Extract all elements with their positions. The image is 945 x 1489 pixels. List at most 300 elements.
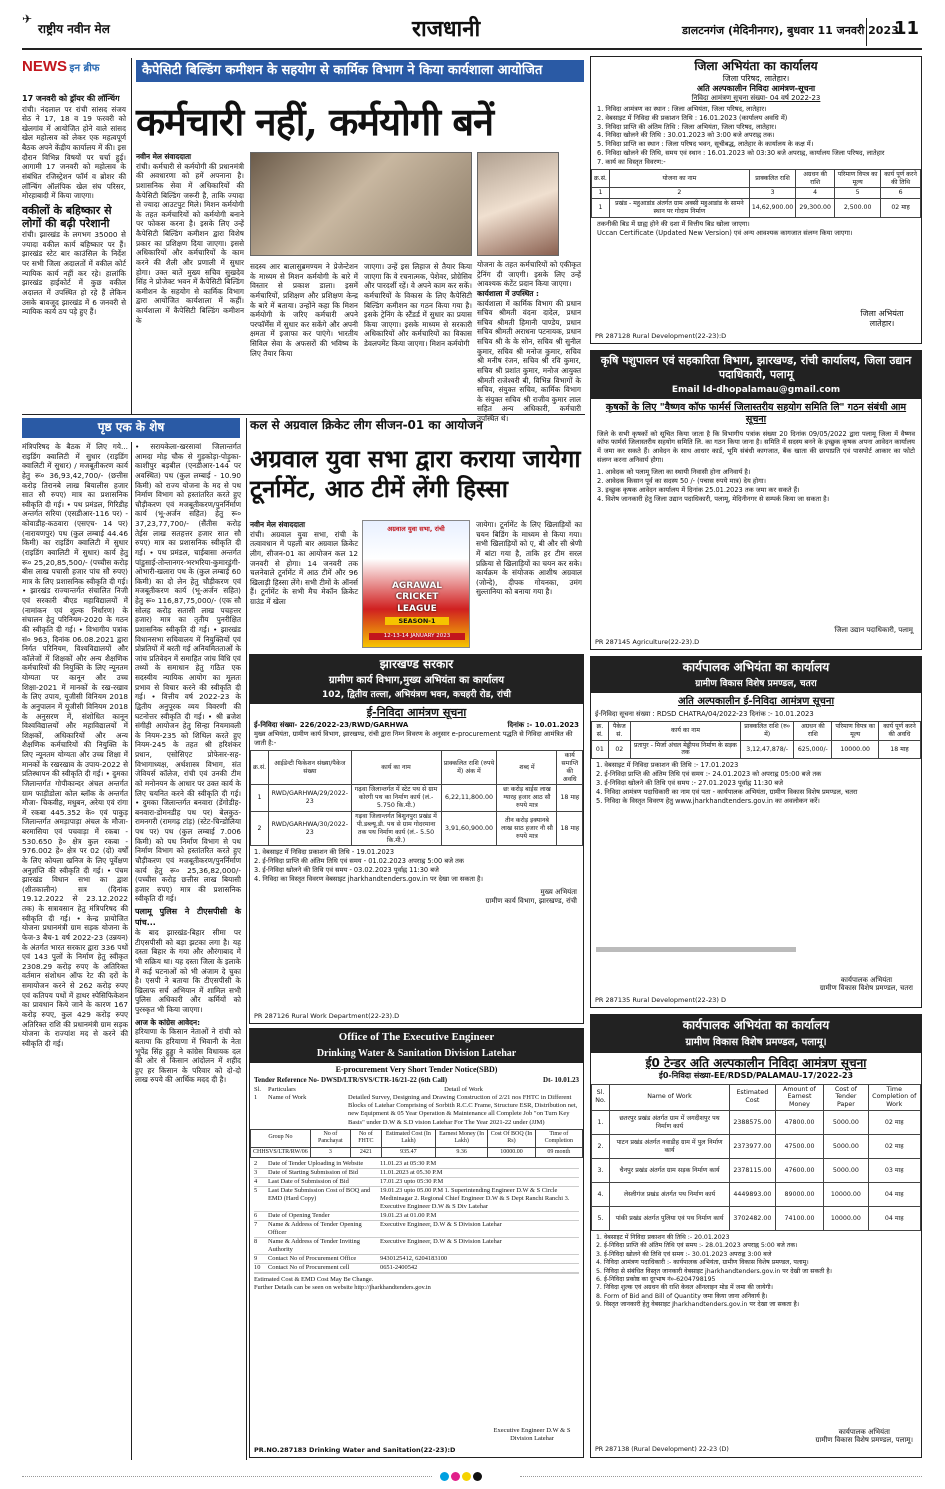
table-cell: 2,500.00 bbox=[835, 199, 881, 218]
row-label: Contact No of Procurement cell bbox=[268, 1264, 350, 1272]
masthead-divider bbox=[866, 18, 867, 46]
cricket-kicker: कल से अग्रवाल क्रिकेट लीग सीजन-01 का आयोजन bbox=[250, 418, 483, 432]
schedule-row bbox=[254, 1273, 579, 1274]
table-row bbox=[592, 740, 921, 759]
table-header: क्र. सं. bbox=[592, 722, 609, 741]
row-number: 8 bbox=[254, 1238, 258, 1246]
table-header: कार्य पूर्ण करने की अवधि bbox=[879, 722, 921, 741]
notice-subtitle: ग्रामीण विकास विशेष प्रमण्डल, पलामू। bbox=[591, 1036, 921, 1053]
lead-column-1 bbox=[136, 152, 244, 412]
pr-number: PR 287128 Rural Development(22-23):D bbox=[595, 331, 727, 340]
table-row bbox=[251, 1147, 583, 1158]
row-value: 0651-2400542 bbox=[380, 1264, 418, 1272]
table-cell: छः करोड़ बाईस लाख ग्यारह हजार आठ सौ रुपये मात्र bbox=[497, 785, 557, 812]
table-cell: CHHSVS/LTR/RW/06 bbox=[251, 1147, 311, 1158]
note-item: 2. ई-निविदा प्राप्ति की अंतिम तिथि एवं समय :- 24.01.2023 को अपराह्न 05:00 बजे तक bbox=[596, 770, 822, 779]
lead-headline: कर्मचारी नहीं, कर्मयोगी बनें bbox=[136, 99, 494, 144]
poster-logo: AGRAWAL CRICKET LEAGUE bbox=[391, 581, 443, 614]
rule-item: 3. इच्छुक कृषक आवेदन कार्यालय में दिनांक 25.01.2023 तक जमा कर सकते हैं। bbox=[597, 485, 800, 494]
table-cell: गढ़वा जिलान्तर्गत बिशुनपुरा प्रखंड में पी.डब्ल्यू.डी. पथ से ग्राम गोदरमाना तक पथ निर्माण कार्य (लं.- 5.50 कि.मी.) bbox=[351, 812, 441, 846]
police-text: के बाद झारखंड-बिहार सीमा पर टीएसपीसी को बड़ा झटका लगा है। यह दस्ता बिहार के गया और औरंगाबाद में भी सक्रिय था। यह दस्ता जिला के इलाके में कई घटनाओं को भी अंजाम दे चुका है। एसपी ने बताया कि टीएसपीसी के खिलाफ सर्च अभियान में शामिल सभी पुलिस अधिकारी और कर्मियों को पुरस्कृत भी किया जाएगा। bbox=[135, 928, 241, 1015]
table-cell: 3702482.00 bbox=[730, 1207, 776, 1231]
notice-heading: अति अल्पकालीन ई-निविदा आमंत्रण सूचना bbox=[677, 696, 835, 708]
news-brief-subtitle: इन ब्रीफ bbox=[69, 63, 100, 74]
schedule-row bbox=[254, 1238, 579, 1255]
palamu-work-table bbox=[591, 1084, 921, 1232]
registration-marks bbox=[440, 1472, 510, 1482]
detail-row: 5. निविदा प्राप्ति का स्थान : जिला परिषद भवन, सूचीबद्ध, लातेहार के कार्यालय के कक्ष में। bbox=[597, 140, 814, 149]
detail-row: 7. कार्य का विस्तृत विवरण:- bbox=[597, 158, 666, 167]
column-divider bbox=[131, 58, 132, 414]
lead-column-3: जाएगा। उन्हें इस लिहाज से तैयार किया जाएगा कि वे रचनात्मक, पेशेवर, प्रोग्रेसिव और पारदर्शी रहें। वे अपने काम कर सकें। कर्मचारियों के विकास के लिए कैपेसिटी बिल्डिंग कमीशन का गठन किया गया है। इसके ट्रेनिंग के स्टैंडर्ड में सुधार का प्रयास किया जाएगा। इसके माध्यम से सरकारी अधिकारियों और कर्मचारियों का विकास डेवलपमेंट किया जाएगा। मिशन कर्मयोगी bbox=[364, 262, 472, 348]
table-header: अग्रधन की राशि bbox=[794, 722, 832, 741]
pr-number: PR 287138 (Rural Development) 22-23 (D) bbox=[595, 1446, 729, 1454]
table-header: क्र.सं. bbox=[251, 751, 269, 785]
schedule-row bbox=[254, 1212, 579, 1221]
notice-title: कार्यपालक अभियंता का कार्यालय bbox=[591, 657, 921, 678]
table-cell: 3,91,60,900.00 bbox=[441, 812, 497, 846]
note-item: 6. ई-निविदा प्रकोष्ठ का दूरभाष नं०-6204798195 bbox=[596, 1275, 716, 1283]
row-number: 1 bbox=[254, 1094, 258, 1102]
rule-item: 4. विशेष जानकारी हेतु जिला उद्यान पदाधिकारी, पलामू, मेदिनीनगर से सम्पर्क किया जा सकता है। bbox=[597, 494, 830, 503]
detail-row: 1. निविदा आमंत्रण का स्थान : जिला अभियंता, जिला परिषद, लातेहार। bbox=[597, 104, 767, 113]
row-label: Last Date of Submission of Bid bbox=[268, 1178, 349, 1186]
pr-number: PR 287126 Rural Work Department(22-23).D bbox=[254, 1011, 400, 1020]
table-header: Group No bbox=[251, 1129, 311, 1147]
gramin-tender-notice bbox=[249, 654, 584, 1024]
table-cell: 02 bbox=[608, 740, 630, 759]
signatory-title: मुख्य अभियंता bbox=[540, 888, 577, 897]
table-header: Amount of Earnest Money bbox=[775, 1084, 824, 1111]
table-header: प्राक्कलित राशि (रु० में) bbox=[740, 722, 793, 741]
table-header: No of Panchayat bbox=[310, 1129, 350, 1147]
table-cell: 2388575.00 bbox=[730, 1111, 776, 1135]
cricket-headline: अग्रवाल युवा सभा द्वारा कराया जायेगा टूर्नामेंट, आठ टीमें लेंगी हिस्सा bbox=[250, 444, 581, 503]
news-brief-header bbox=[22, 58, 118, 86]
brief-headline: 17 जनवरी को ड्रॉयर की लॉन्चिंग bbox=[22, 94, 120, 103]
table-cell: चैनपुर प्रखंड अंतर्गत ग्राम सड़क निर्माण कार्य bbox=[610, 1159, 730, 1183]
table-cell: 5000.00 bbox=[824, 1159, 868, 1183]
zila-work-table bbox=[591, 169, 921, 218]
pr-number: PR.NO.287183 Drinking Water and Sanitation(22-23):D bbox=[254, 1445, 456, 1454]
note-item: 4. निविदा आमंत्रण पदाधिकारी का नाम एवं पता - कार्यपालक अभियंता, ग्रामीण विकास विशेष प्रमण्डल, चतरा bbox=[596, 787, 858, 796]
table-row bbox=[592, 1111, 921, 1135]
masthead bbox=[22, 14, 922, 50]
cricket-byline: नवीन मेल संवाददाता bbox=[250, 520, 306, 529]
notice-intro: मुख्य अभियंता, ग्रामीण कार्य विभाग, झारखण्ड, रांची द्वारा निम्न विवरण के अनुसार e-procurement पद्धति से निविदा आमंत्रित की जाती है:- bbox=[254, 730, 573, 748]
notice-title: Office of The Executive Engineer bbox=[250, 1029, 583, 1047]
palamu-tender-notice bbox=[590, 1014, 922, 1458]
page-number: 11 bbox=[894, 18, 920, 39]
schedule-row bbox=[254, 1255, 579, 1264]
table-header: शब्द में bbox=[497, 751, 557, 785]
table-header: Estimated Cost bbox=[730, 1084, 776, 1111]
table-header: आईडेन्टी फिकेशन संख्या/पैकेज संख्या bbox=[269, 751, 351, 785]
table-cell: 10000.00 bbox=[832, 740, 879, 759]
table-cell: 47600.00 bbox=[775, 1159, 824, 1183]
table-cell: 1 bbox=[592, 199, 610, 218]
table-cell: 1 bbox=[251, 785, 269, 812]
continued-column-1: मंत्रिपरिषद के बैठक में लिए गये... राइडिंग क्वालिटी में सुधार (राइडिंग क्वालिटी में सुधार) / मजबूतीकरण कार्य हेतु रू० 36,93,42,700/- (छत्तीस करोड़ तिरानबे लाख बियालीस हजार सात सौ रुपए) मात्र का प्रशासनिक स्वीकृति दी गई। • पथ प्रमंडल, गिरिडीह अन्तर्गत सरिया (एसडीआर-116 पर) - कोवाडीह-कठवारा (एसएच- 14 पर) (नारायणपुर) पथ (कुल लम्बाई 44.46 किमी) का राइडिंग क्वालिटी में सुधार (राइडिंग क्वालिटी में सुधार) कार्य हेतु रू० 25,20,85,500/- (पच्चीस करोड़ बीस लाख पचासी हजार पांच सौ रुपए) मात्र के लिए प्रशासनिक स्वीकृति दी गई। • झारखंड राज्यान्तर्गत संचालित निजी एवं सरकारी बीएड महाविद्यालयों में (नामांकन एवं शुल्क निर्धारण) के संचालन हेतु परिनियम-2020 के गठन की स्वीकृति दी गई। • विभागीय पत्रांक सं० 963, दिनांक 06.08.2021 द्वारा निर्गत परिनियम, विश्वविद्यालयों और कॉलेजों में शिक्षकों और अन्य शैक्षणिक कर्मचारियों की नियुक्ति के लिए न्यूनतम योग्यता पर कानून और उच्च शिक्षा-2021 में मानकों के रख-रखाव के लिए उपाय, यूजीसी विनियम 2018 के अनुपालन में यूजीसी विनियम 2018 के अनुसरण में, संशोधित कानून विश्वविद्यालयों और महाविद्यालयों में शिक्षकों, अधिकारियों और अन्य शैक्षणिक कर्मचारियों की नियुक्ति के लिए न्यूनतम योग्यता और उच्च शिक्षा में मानकों के रखरखाव के उपाय-2022 से प्रतिस्थापन की स्वीकृति दी गई। • दुमका जिलान्तर्गत गोपीकान्दर अंचल अन्तर्गत ग्राम फाड़ीडोला कोल ब्लॉक के अन्तर्गत मौजा- चिकवीह, मधुबन, अरेया एवं रांगा में रकबा 445.352 के० एवं पाकुड़ जिलान्तर्गत अमड़ापाड़ा अंचल के मौजा-बरमासिया एवं पचवाड़ा में रकबा - 530.650 हे० क्षेत्र कुल रकबा - 976.002 हे० क्षेत्र पर 02 (दो) वर्षों के लिए कोयला खनिज के लिए पूर्वेक्षण अनुज्ञप्ति की स्वीकृति दी गई। • पंचम झारखंड विधान सभा का द्वाश (शीतकालीन) सत्र (दिनांक 19.12.2022 से 23.12.2022 तक) के सत्रावसान हेतु मंत्रिपरिषद की स्वीकृति दी गई। • केन्द्र प्रायोजित योजना प्रधानमंत्री ग्राम सड़क योजना के फेज-3 बैच-1 वर्ष 2022-23 (उन्नयन) के अंतर्गत भारत सरकार द्वारा 336 पथों एवं 143 पुलों के निर्माण हेतु स्वीकृत 2308.29 करोड़ रुपए के अतिरिक्त वर्तमान संशोधन ऑफ रेट की दरों के समायोजन करने से 262 करोड़ रुपए एवं कतिपय पथों में हाथर स्पेसिफिकेशन का प्रावधान किये जाने के कारण 167 करोड़ रुपए, कुल 429 करोड़ रुपए अतिरिक्त राशि की प्रधानमंत्री ग्राम सड़क योजना के राज्यांश मद से करने की स्वीकृति दी गई। bbox=[22, 442, 128, 1048]
faded-text-line bbox=[596, 947, 796, 952]
dwsd-schedule bbox=[250, 1160, 583, 1292]
row-label: Name of Work bbox=[268, 1094, 307, 1102]
table-cell: RWD/GARHWA/30/2022-23 bbox=[269, 812, 351, 846]
notice-subject: कृषकों के लिए "वैष्णव कॉफ फार्मर्स जिलास्तरीय सहयोग समिति लि" गठन संबंधी आम सूचना bbox=[605, 401, 907, 425]
newspaper-logo: राष्ट्रीय नवीन मेल bbox=[38, 22, 110, 36]
continued-text: • सरायकेला-खरसावां जिलान्तर्गत आमदा मोड़ चौक से गुड़कोड़ा-पोड़ुका-काशीपुर बड़बील (एनडीआर-144 पर अवस्थित) पथ (कुल लम्बाई - 10.90 किमी) को राज्य योजना के मद से पथ निर्माण विभाग को हस्तांतरित करते हुए चौड़ीकरण एवं मजबूतीकरण/पुनर्निर्माण कार्य (भू-अर्जन सहित) हेतु रू० 37,23,77,700/- (सैंतीस करोड़ तेईस लाख सतहत्तर हजार सात सौ रुपए) मात्र का प्रशासनिक स्वीकृति दी गई। • पथ प्रमंडल, चाईबासा अन्तर्गत पांडुसाई-तोन्तानगर-भरभरिया-कुमारडुंगी-ओभारी-खलारा पथ के (कुल लम्बाई 60 किमी) का दो लेन हेतु चौड़ीकरण एवं मजबूतीकरण कार्य (भू-अर्जन सहित) हेतु रू० 116,87,75,000/- (एक सौ सोलह करोड़ सतासी लाख पचहत्तर हजार) मात्र का तृतीय पुनरीक्षित प्रशासनिक स्वीकृति दी गई। • झारखंड विधानसभा सचिवालय में नियुक्तियों एवं प्रोन्नतियों में बरती गई अनियमितताओं के जांच प्रतिवेदन में समाहित जांच विधि एवं तथ्यों के समाधान हेतु गठित एक सदस्यीय न्यायिक आयोग का मूलतः प्रभाव से विचार करने की स्वीकृति दी गई। • वित्तीय वर्ष 2022-23 के द्वितीय अनुपूरक व्यय विवरणी की घटनोत्तर स्वीकृति दी गई। • श्री ब्रजेश संगीही आयोजन हेतु सिन्हा नियमावली के नियम-235 को शिथिल करते हुए नियम-245 के तहत श्री हरिशंकर प्रधान, एसोसिएट प्रोफेसर-सह-विभागाध्यक्ष, अर्थशास्त्र विभाग, संत जेवियर्स कॉलेज, रांची एवं उनकी टीम को मनोनयन के आधार पर उक्त कार्य के लिए चयनित करने की स्वीकृति दी गई। • दुमका जिलान्तर्गत बनवारा (डेंगोडीह-बनवारा-डोमनडीह पथ पर) बेलकुठ-रामनगरी (रामगढ़ टांड़) (स्टेट-चिन्डोलिया पथ पर) पथ (कुल लम्बाई 7.006 किमी) को पथ निर्माण विभाग से पथ निर्माण विभाग को हस्तांतरित करते हुए चौड़ीकरण एवं मजबूतीकरण/पुनर्निर्माण कार्य हेतु रू० 25,36,82,000/- (पच्चीस करोड़ छत्तीस लाख बियासी हजार रुपए) मात्र की प्रशासनिक स्वीकृति दी गई। bbox=[135, 442, 241, 904]
brief-text: रांची। झारखंड के लगभग 35000 से ज्यादा वकील कार्य बहिष्कार पर हैं। झारखंड स्टेट बार काउंसिल के निर्देश पर सभी जिला अदालतों में वकील कोर्ट न्यायिक कार्य नहीं कर रहे। हालांकि झारखंड हाईकोर्ट में कुछ वकील अदालत में उपस्थित हो रहे हैं लेकिन उसके बावजूद झारखंड में 6 जनवरी से न्यायिक कार्य ठप पड़े हुए हैं। bbox=[22, 230, 126, 317]
schedule-row bbox=[254, 1169, 579, 1178]
table-header: परिमाण विपत्र का मूल्य bbox=[835, 169, 881, 188]
tender-date: Dt- 10.01.23 bbox=[543, 1076, 579, 1085]
schedule-row bbox=[254, 1264, 579, 1273]
footer-rule bbox=[22, 1476, 432, 1477]
table-header: Cost of Tender Paper bbox=[824, 1084, 868, 1111]
table-cell: 1. bbox=[592, 1111, 610, 1135]
table-row bbox=[592, 1183, 921, 1207]
table-cell: 18 माह bbox=[879, 740, 921, 759]
table-cell: 2373977.00 bbox=[730, 1135, 776, 1159]
notice-signature: जिला अभियंता लातेहार। bbox=[860, 309, 904, 328]
table-header: अग्रधन की राशि bbox=[796, 169, 835, 188]
table-header: Cost Of BOQ (In Rs) bbox=[488, 1129, 535, 1147]
table-header: Earnest Money (In Lakh) bbox=[436, 1129, 488, 1147]
note-item: 8. Form of Bid and Bill of Quantity जमा किया जाना अनिवार्य है। bbox=[596, 1292, 768, 1300]
table-cell: 4. bbox=[592, 1183, 610, 1207]
table-header: Name of Work bbox=[610, 1084, 730, 1111]
table-cell: 14,62,900.00 bbox=[749, 199, 795, 218]
notice-ref: ई0-निविदा संख्या-EE/RDSD/PALAMAU-17/2022-23 bbox=[658, 1070, 854, 1080]
table-cell: तीन करोड़ इक्यानबे लाख साठ हजार नौ सौ रुपये मात्र bbox=[497, 812, 557, 846]
notice-note: 4. निविदा का विस्तृत विवरण वेबसाइट jharkhandtenders.gov.in पर देखा जा सकता है। bbox=[254, 875, 484, 884]
row-number: 2 bbox=[254, 1160, 258, 1168]
notice-address: 102, द्वितीय तल्ला, अभियंत्रण भवन, कचहरी रोड, रांची bbox=[250, 689, 583, 704]
table-cell: गढ़वा जिलान्तर्गत में स्टेट पथ से ग्राम कोरगी पथ का निर्माण कार्य (लं.- 5.750 कि.मी.) bbox=[351, 785, 441, 812]
notice-heading: ई-निविदा आमंत्रण सूचना bbox=[366, 705, 467, 719]
table-cell: 625,000/- bbox=[794, 740, 832, 759]
table-header: पैकेज सं. bbox=[608, 722, 630, 741]
notice-note: 3. ई-निविदा खोलने की तिथि एवं समय - 03.02.2023 पूर्वाह्न 11:30 बजे bbox=[254, 866, 439, 875]
detail-row: 3. निविदा प्राप्ति की अंतिम तिथि : जिला अभियंता, जिला परिषद, लातेहार। bbox=[597, 122, 777, 131]
pr-number: PR 287145 Agriculture(22-23).D bbox=[595, 637, 700, 646]
row-value: Executive Engineer, D.W & S Division Latehar bbox=[380, 1238, 502, 1246]
table-cell: 5. bbox=[592, 1207, 610, 1231]
row-number: 10 bbox=[254, 1264, 261, 1272]
row-label: Name & Address of Tender Opening Officer bbox=[268, 1221, 362, 1237]
footnote: Estimated Cost & EMD Cost May Be Change. bbox=[254, 1276, 374, 1284]
table-cell: पाटन प्रखंड अंतर्गत नवाडीह ग्राम में पुल निर्माण कार्य bbox=[610, 1135, 730, 1159]
table-cell: 2 bbox=[609, 188, 749, 199]
schedule-row bbox=[254, 1221, 579, 1238]
table-header: क्र.सं. bbox=[592, 169, 610, 188]
section-divider bbox=[22, 414, 585, 415]
table-row bbox=[251, 812, 583, 846]
row-number: 9 bbox=[254, 1255, 258, 1263]
notice-date: दिनांक :- 10.01.2023 bbox=[507, 720, 579, 729]
table-cell: 5000.00 bbox=[824, 1111, 868, 1135]
lead-byline: नवीन मेल संवाददाता bbox=[136, 152, 192, 161]
attendees-text: कार्यशाला में कार्मिक विभाग की प्रधान सचिव श्रीमती वंदना दादेल, प्रधान सचिव श्रीमती हिमानी पाण्डेय, प्रधान सचिव श्रीमती अराधना पटनायक, प्रधान सचिव श्री के के सोन, सचिव श्री सुनील कुमार, सचिव श्री मनोज कुमार, सचिव श्री मनीष रंजन, सचिव श्री रवि कुमार, सचिव श्री प्रशांत कुमार, मनोज आयुक्त श्रीमती राजेश्वरी बी, विभिन्न विभागों के सचिव, संयुक्त सचिव, कार्मिक विभाग के संयुक्त सचिव श्री राजीव कुमार लाल सहित अन्य अधिकारी, कर्मचारी उपस्थित थे। bbox=[477, 298, 581, 423]
table-row bbox=[592, 1159, 921, 1183]
notice-subtitle: ग्रामीण विकास विशेष प्रमण्डल, चतरा bbox=[591, 678, 921, 693]
table-cell: 5000.00 bbox=[824, 1135, 868, 1159]
table-header: कार्य का नाम bbox=[351, 751, 441, 785]
table-cell: प्रखंड - महुआडांड अंतर्गत ग्राम अक्सी महुआडांड के सामने स्थान पर गोदाम निर्माण bbox=[609, 199, 749, 218]
detail-row: 2. वेबसाइट में निविदा की प्रकाशन तिथि : 16.01.2023 (कार्यालय अवधि में) bbox=[597, 113, 788, 122]
notice-notes bbox=[591, 1234, 921, 1309]
footer-rule bbox=[520, 1476, 922, 1477]
cricket-text: रांची। अग्रवाल युवा सभा, रांची के तत्वावधान में पहली बार अग्रवाल क्रिकेट लीग, सीजन-01 का आयोजन कल 12 जनवरी से होगा। 14 जनवरी तक चलनेवाले टूर्नामेंट में आठ टीमें और 96 खिलाड़ी हिस्सा लेंगे। सभी टीमों के ऑनर्स हैं। टूर्नामेंट के सभी मैच मेकॉन क्रिकेट ग्राउंड में खेला bbox=[250, 529, 358, 606]
zila-tender-notice bbox=[590, 56, 922, 344]
row-number: 3 bbox=[254, 1169, 258, 1177]
notice-sub2: अति अल्पकालीन निविदा आमंत्रण-सूचना bbox=[696, 84, 816, 93]
row-value: 9430125412, 6204183100 bbox=[380, 1255, 448, 1263]
congress-subhead: आज के कांग्रेस आवेदन: bbox=[135, 1017, 200, 1027]
table-header: कार्य का नाम bbox=[630, 722, 740, 741]
notice-heading: ई0 टेन्डर अति अल्पकालीन निविदा आमंत्रण सूचना bbox=[645, 1055, 867, 1070]
table-cell: 935.47 bbox=[381, 1147, 435, 1158]
table-cell: 2 bbox=[251, 812, 269, 846]
column-divider bbox=[131, 442, 132, 1460]
brief-text: रांची। नंदलाल पर रांची सांसद संजय सेठ ने 17, 18 व 19 फरवरी को खेलगांव में आयोजित होने वाले सांसद खेल महोत्सव को लेकर एक महत्वपूर्ण बैठक अपने केंद्रीय कार्यालय में की। इस दौरान विभिन्न विषयों पर चर्चा हुई। आगामी 17 जनवरी को महोत्सव के संबंधित रजिस्ट्रेशन फॉर्म व ब्रोशर की लॉन्चिंग ऑलंपिक खेल संघ परिसर, मोरहाबादी में किया जाएगा। bbox=[22, 104, 126, 201]
poster-title: अग्रवाल युवा सभा, रांची bbox=[387, 525, 445, 533]
magenta-dot-icon bbox=[451, 1472, 460, 1481]
continued-column-2 bbox=[135, 442, 241, 1460]
table-cell: 29,300.00 bbox=[796, 199, 835, 218]
poster-season: SEASON-1 bbox=[385, 617, 449, 625]
table-row bbox=[592, 1135, 921, 1159]
row-label: Contact No of Procurement Office bbox=[268, 1255, 357, 1263]
table-cell: लेस्लीगंज प्रखंड अंतर्गत पथ निर्माण कार्य bbox=[610, 1183, 730, 1207]
note-item: 4. निविदा आमंत्रण पदाधिकारी :- कार्यपालक अभियंता, ग्रामीण विकास विशेष प्रमण्डल, पलामू। bbox=[596, 1259, 809, 1267]
workshop-photo bbox=[250, 152, 472, 256]
table-cell: प्रतापुर - मिर्जा अंचल मेड्डीपथ निर्माण के सड़क तक bbox=[630, 740, 740, 759]
row-label: Date of Opening Tender bbox=[268, 1212, 330, 1220]
table-cell: 10000.00 bbox=[488, 1147, 535, 1158]
dwsd-details bbox=[250, 1086, 583, 1127]
note-item: 5. निविदा से संबंधित विस्तृत जानकारी वेबसाइट jharkhandtenders.gov.in पर देखी जा सकती है। bbox=[596, 1267, 832, 1275]
signatory-dept: ग्रामीण विकास विशेष प्रमण्डल, चतरा bbox=[819, 984, 913, 993]
signatory-dept: ग्रामीण विकास विशेष प्रमण्डल, पलामू। bbox=[815, 1436, 913, 1445]
notice-sub1: जिला परिषद, लातेहार। bbox=[722, 74, 790, 83]
cricket-league-poster bbox=[362, 520, 470, 648]
signatory-dept: ग्रामीण कार्य विभाग, झारखण्ड, रांची bbox=[485, 896, 577, 905]
yellow-dot-icon bbox=[462, 1472, 471, 1481]
notice-dept: ग्रामीण कार्य विभाग,मुख्य अभियंता का कार्यालय bbox=[250, 674, 583, 689]
row-number: 7 bbox=[254, 1221, 258, 1229]
row-value: Detailed Survey, Designing and Drawing Construction of 2/21 nos FHTC in Different Blocks of Latehar Comprising of Sorbith R.C.C Frame, Structure ESR, Distribution net, new Equipment & 05 Year Operation & Maintenance all Complete Job "on Turn Key Basis" under D.W & S.D vision Latehar For The Year 2021-22 under (JJM) bbox=[348, 1094, 578, 1126]
row-label: Date of Starting Submission of Bid bbox=[268, 1169, 358, 1177]
lead-body-text: रांची। कर्मचारी से कर्मयोगी की प्रधानमंत्री की अवधारणा को हमें अपनाना है। प्रशासनिक सेवा में अधिकारियों की कैपेसिटी बिल्डिंग जरूरी है, ताकि ज्यादा से ज्यादा आउटपुट मिले। मिशन कर्मयोगी के तहत कर्मचारियों को कर्मयोगी बनाने पर फोकस करना है। इसके लिए उन्हें कैपेसिटी बिल्डिंग कमीशन द्वारा विशेष प्रकार का प्रशिक्षण दिया जाएगा। इससे अधिकारियों और कर्मचारियों के काम करने की शैली और प्रणाली में सुधार होगा। उक्त बातें मुख्य सचिव सुखदेव सिंह ने प्रोजेक्ट भवन में कैपेसिटी बिल्डिंग कमीशन के सहयोग से कार्मिक विभाग द्वारा आयोजित कार्यशाला में कहीं। कार्यशाला में कैपेसिटी बिल्डिंग कमीशन के bbox=[136, 161, 244, 325]
row-value: 11.01.2023 at 05.30 P.M bbox=[380, 1169, 443, 1177]
footnote: Further Details can be seen on website http://jharkhandtenders.gov.in bbox=[254, 1284, 431, 1292]
continued-strip: पृष्ठ एक के शेष bbox=[22, 418, 240, 438]
lead-kicker: कैपेसिटी बिल्डिंग कमीशन के सहयोग से कार्मिक विभाग ने किया कार्यशाला आयोजित bbox=[136, 60, 584, 82]
cricket-column-1 bbox=[250, 520, 358, 648]
table-cell: 04 माह bbox=[868, 1183, 921, 1207]
section-title: राजधानी bbox=[412, 16, 481, 42]
table-cell: 18 माह bbox=[557, 785, 583, 812]
table-cell: 89000.00 bbox=[775, 1183, 824, 1207]
note-item: 3. ई-निविदा खोलने की तिथि एवं समय :- 30.01.2023 अपराह्न 3:00 बजे bbox=[596, 1250, 772, 1258]
table-cell: 02 माह bbox=[868, 1111, 921, 1135]
dwsd-tender-notice bbox=[249, 1028, 584, 1458]
dwsd-cost-table bbox=[250, 1129, 583, 1159]
notice-title: कृषि पशुपालन एवं सहकारिता विभाग, झारखण्ड, रांची कार्यालय, जिला उद्यान पदाधिकारी, पलामू bbox=[591, 351, 921, 384]
chatra-tender-notice bbox=[590, 656, 922, 1008]
note-item: 7. निविदा शुल्क एवं अग्रधन की राशि केवल ऑनलाइन मोड में जमा की जायेगी। bbox=[596, 1284, 774, 1292]
black-dot-icon bbox=[473, 1472, 482, 1481]
table-cell: 74100.00 bbox=[775, 1207, 824, 1231]
row-label: Name & Address of Tender Inviting Authority bbox=[268, 1238, 360, 1254]
row-label: Date of Tender Uploading in Website bbox=[268, 1160, 364, 1168]
table-header: योजना का नाम bbox=[609, 169, 749, 188]
note-item: 3. ई-निविदा खोलने की तिथि एवं समय :- 27.01.2023 पूर्वाह्न 11:30 बजे bbox=[596, 779, 784, 788]
tender-ref: Tender Reference No- DWSD/LTR/SVS/CTR-16/21-22 (6th Call) bbox=[254, 1076, 448, 1085]
notice-footer: Uccan Certificate (Updated New Version) एवं अन्य आवश्यक कागजात संलग्न किया जाएगा। bbox=[597, 228, 853, 237]
notice-notes bbox=[591, 761, 921, 805]
row-value: 19.01.23 at 01.00 P.M bbox=[380, 1212, 437, 1220]
chatra-work-table bbox=[591, 721, 921, 759]
table-cell: 3 bbox=[310, 1147, 350, 1158]
table-cell: 47800.00 bbox=[775, 1111, 824, 1135]
rule-item: 2. आवेदक किसान पूर्व का सदस्य 50 /- (पचास रुपये मात्र) देय होगा। bbox=[597, 477, 767, 486]
notice-ref: निविदा आमंत्रण सूचना संख्या- 04 वर्ष 2022-23 bbox=[691, 94, 821, 102]
congress-text: हरियाणा के किसान नेताओं ने रांची को बताया कि हरियाणा में भिवानी के नेता भूपेंद्र सिंह हुड्डा ने कांग्रेस विधायक दल की ओर से किसान आंदोलन में शहीद हुए हर किसान के परिवार को दो-दो लाख रुपये की आर्थिक मदद दी है। bbox=[135, 1027, 241, 1085]
table-cell: 02 माह bbox=[868, 1135, 921, 1159]
poster-dates: 12-13-14 JANUARY 2023 bbox=[369, 633, 465, 640]
row-number: 6 bbox=[254, 1212, 258, 1220]
table-cell: 4 bbox=[796, 188, 835, 199]
table-cell: 10000.00 bbox=[824, 1183, 868, 1207]
table-cell: 6 bbox=[881, 188, 921, 199]
notice-ref: ई-निविदा सूचना संख्या : RDSD CHATRA/04/2022-23 दिनांक :- 10.01.2023 bbox=[595, 709, 814, 718]
schedule-row bbox=[254, 1187, 579, 1212]
table-header: Time Completion of Work bbox=[868, 1084, 921, 1111]
brief-headline: वकीलों के बहिष्कार से लोगों की बढ़ी परेशानी bbox=[22, 203, 112, 230]
schedule-row bbox=[254, 1178, 579, 1187]
table-cell: 02 माह bbox=[881, 199, 921, 218]
notice-gov-title: झारखण्ड सरकार bbox=[250, 655, 583, 674]
news-brief-column bbox=[22, 94, 126, 414]
notice-signature bbox=[250, 884, 583, 906]
note-item: 1. वेबसाइट में निविदा प्रकाशन की तिथि :- 20.01.2023 bbox=[596, 1234, 730, 1242]
notice-signature: जिला उद्यान पदाधिकारी, पलामू bbox=[834, 626, 913, 635]
notice-eproc: E-procurement Very Short Tender Notice(SBD) bbox=[335, 1065, 498, 1075]
table-header: प्राक्कलित राशि bbox=[749, 169, 795, 188]
bird-logo-icon: ✈ bbox=[22, 12, 33, 26]
table-cell: 6,22,11,800.00 bbox=[441, 785, 497, 812]
column-divider bbox=[246, 418, 247, 1460]
table-cell: 10000.00 bbox=[824, 1207, 868, 1231]
attendees-subhead: कार्यशाला में उपस्थित : bbox=[477, 288, 539, 298]
table-cell: 3. bbox=[592, 1159, 610, 1183]
notice-signature bbox=[816, 1428, 913, 1446]
table-cell: 1 bbox=[592, 188, 610, 199]
lead-column-2: सदस्य आर बालासुब्रमण्यम ने प्रेजेन्टेशन के माध्यम से मिशन कर्मयोगी के बारे में विस्तार से प्रकाश डाला। इसमें कर्मचारियों, प्रशिक्षण और प्रशिक्षण केन्द्र के बारे में बताया। उन्होंने कहा कि मिशन कर्मयोगी के जरिए कर्मचारी अपने परफॉर्मेंस में सुधार कर सकेंगे और अपनी क्षमता में इजाफा कर पाएंगे। भारतीय सिविल सेवा के अफसरों की भविष्य के लिए तैयार किया bbox=[250, 262, 358, 358]
row-value: 17.01.23 upto 05:30 P.M bbox=[380, 1178, 444, 1186]
table-cell: 09 month bbox=[535, 1147, 582, 1158]
krishi-notice bbox=[590, 350, 922, 650]
notice-title: जिला अभियंता का कार्यालय bbox=[694, 59, 818, 73]
table-cell: 2. bbox=[592, 1135, 610, 1159]
signatory-title: कार्यपालक अभियंता bbox=[838, 1427, 890, 1436]
signatory-title: कार्यपालक अभियंता bbox=[840, 975, 893, 984]
notice-ref: ई-निविदा संख्या- 226/2022-23/RWD/GARHWA bbox=[254, 720, 409, 729]
table-header: Sl. No. bbox=[592, 1084, 610, 1111]
zila-details bbox=[591, 103, 921, 169]
table-cell: 47500.00 bbox=[775, 1135, 824, 1159]
schedule-row bbox=[254, 1160, 579, 1169]
table-row bbox=[251, 785, 583, 812]
table-cell: पांकी प्रखंड अंतर्गत पुलिया एवं पथ निर्माण कार्य bbox=[610, 1207, 730, 1231]
table-cell: 2421 bbox=[350, 1147, 381, 1158]
news-brief-title: NEWS bbox=[22, 58, 67, 75]
pr-number: PR 287135 Rural Development(22-23) D bbox=[595, 995, 727, 1004]
note-item: 1. वेबसाइट में निविदा प्रकाशन की तिथि :- 17.01.2023 bbox=[596, 761, 739, 770]
note-item: 9. विस्तृत जानकारी हेतु वेबसाइट Jharkhandtenders.gov.in पर देखा जा सकता है। bbox=[596, 1300, 800, 1308]
lead-column-4 bbox=[477, 152, 581, 423]
table-header: कार्य पूर्ण करने की तिथि bbox=[881, 169, 921, 188]
table-header: No of FHTC bbox=[350, 1129, 381, 1147]
table-cell: 03 माह bbox=[868, 1159, 921, 1183]
lead-body-text: योजना के तहत कर्मचारियों को एकीकृत ट्रेनिंग दी जाएगी। इसके लिए उन्हें आवश्यक कंटेंट प्रदान किया जाएगा। bbox=[477, 260, 581, 289]
notice-body: जिले के सभी कृषकों को सूचित किया जाता है कि विभागीय पत्रांक संख्या 20 दिनांक 09/05/2022 द्वारा पलामू जिला में वैष्णव कॉफ फार्मर्स जिलास्तरीय सहयोग समिति लि. का गठन किया जाना है। समिति में सदस्य बनने के इच्छुक कृषक अपना आवेदन कार्यालय में जमा कर सकते हैं। आवेदन के साथ आधार कार्ड, भूमि संबंधी कागजात, बैंक खाता की छायाप्रति एवं पासपोर्ट आकार का फोटो संलग्न करना अनिवार्य होगा। bbox=[597, 429, 915, 465]
notice-note: 1. वेबसाइट में निविदा प्रकाशन की तिथि - 19.01.2023 bbox=[254, 848, 395, 857]
table-cell: छतरपुर प्रखंड अंतर्गत ग्राम में जगदीशपुर पथ निर्माण कार्य bbox=[610, 1111, 730, 1135]
rule-item: 1. आवेदक को पलामू जिला का स्थायी निवासी होना अनिवार्य है। bbox=[597, 468, 751, 477]
detail-row: 6. निविदा खोलने की तिथि, समय एवं स्थान : 16.01.2023 को 03:30 बजे अपराह्न, कार्यालय जिला परिषद, लातेहार bbox=[597, 149, 885, 158]
notice-note: 2. ई-निविदा प्राप्ति की अंतिम तिथि एवं समय - 01.02.2023 अपराह्न 5:00 बजे तक bbox=[254, 857, 464, 866]
table-row bbox=[592, 199, 921, 218]
table-header: परिमाण विपत्र का मूल्य bbox=[832, 722, 879, 741]
notice-subtitle: Drinking Water & Sanitation Division Latehar bbox=[250, 1047, 583, 1064]
particulars-header: Particulars bbox=[268, 1086, 296, 1093]
table-header: Time of Completion bbox=[535, 1129, 582, 1147]
row-number: 4 bbox=[254, 1178, 258, 1186]
cricket-column-2: जायेगा। टूर्नामेंट के लिए खिलाड़ियों का चयन बिडिंग के माध्यम से किया गया। सभी खिलाड़ियों को ए, बी और सी श्रेणी में बांटा गया है, ताकि हर टीम सरल प्रक्रिया से खिलाड़ियों का चयन कर सके। कार्यक्रम के संयोजक आशीष अग्रवाल (जोन्दे), दीपक गोयनका, उमंग सुल्तानिया को बनाया गया है। bbox=[476, 520, 582, 597]
table-cell: 18 माह bbox=[557, 812, 583, 846]
row-number: 5 bbox=[254, 1187, 258, 1195]
detail-row: 4. निविदा खोलने की तिथि : 30.01.2023 को 3:00 बजे अपराह्न तक। bbox=[597, 131, 775, 140]
gramin-tender-table bbox=[250, 750, 583, 846]
note-item: 5. निविदा के विस्तृत विवरण हेतु www.jharkhandtenders.gov.in का अवलोकन करें। bbox=[596, 796, 820, 805]
table-cell: 2378115.00 bbox=[730, 1159, 776, 1183]
sl-header: Sl. bbox=[254, 1086, 262, 1093]
table-cell: RWD/GARHWA/29/2022-23 bbox=[269, 785, 351, 812]
police-subhead: पलामू पुलिस ने टीएसपीसी के पांच... bbox=[135, 907, 241, 927]
table-row bbox=[592, 1207, 921, 1231]
table-cell: 4449893.00 bbox=[730, 1183, 776, 1207]
note-item: 2. ई-निविदा प्राप्ति की अंतिम तिथि एवं समय :- 28.01.2023 अपराह्न 5:00 बजे तक। bbox=[596, 1242, 798, 1250]
notice-title: कार्यपालक अभियंता का कार्यालय bbox=[591, 1015, 921, 1036]
cyan-dot-icon bbox=[440, 1472, 449, 1481]
table-cell: 01 bbox=[592, 740, 609, 759]
table-header: Estimated Cost (In Lakh) bbox=[381, 1129, 435, 1147]
table-header: प्राक्कलित राशि (रुपये में) अंक में bbox=[441, 751, 497, 785]
notice-rules bbox=[591, 466, 921, 506]
table-header: कार्य समाप्ति की अवधि bbox=[557, 751, 583, 785]
row-value: Executive Engineer, D.W & S Division Latehar bbox=[380, 1221, 502, 1229]
row-value: 11.01.23 at 05:30 P.M bbox=[380, 1160, 437, 1168]
row-value: 19.01.23 upto 05.00 P.M 1. Superintending Engineer D.W & S Circle Medininagar 2. Regional Chief Engineer D.W & S Dept Ranchi Ranchi 3. Executive Engineer D.W & S Div Latehar bbox=[380, 1187, 570, 1211]
dwsd-signature: Executive Engineer D.W & S Division Latehar bbox=[493, 1426, 571, 1442]
table-cell: 04 माह bbox=[868, 1207, 921, 1231]
table-cell: 3,12,47,878/- bbox=[740, 740, 793, 759]
notice-email: Email Id-dhopalamau@gmail.com bbox=[591, 384, 921, 399]
edition-dateline: डालटनगंज (मेदिनीनगर), बुधवार 11 जनवरी 2023 bbox=[682, 24, 899, 37]
